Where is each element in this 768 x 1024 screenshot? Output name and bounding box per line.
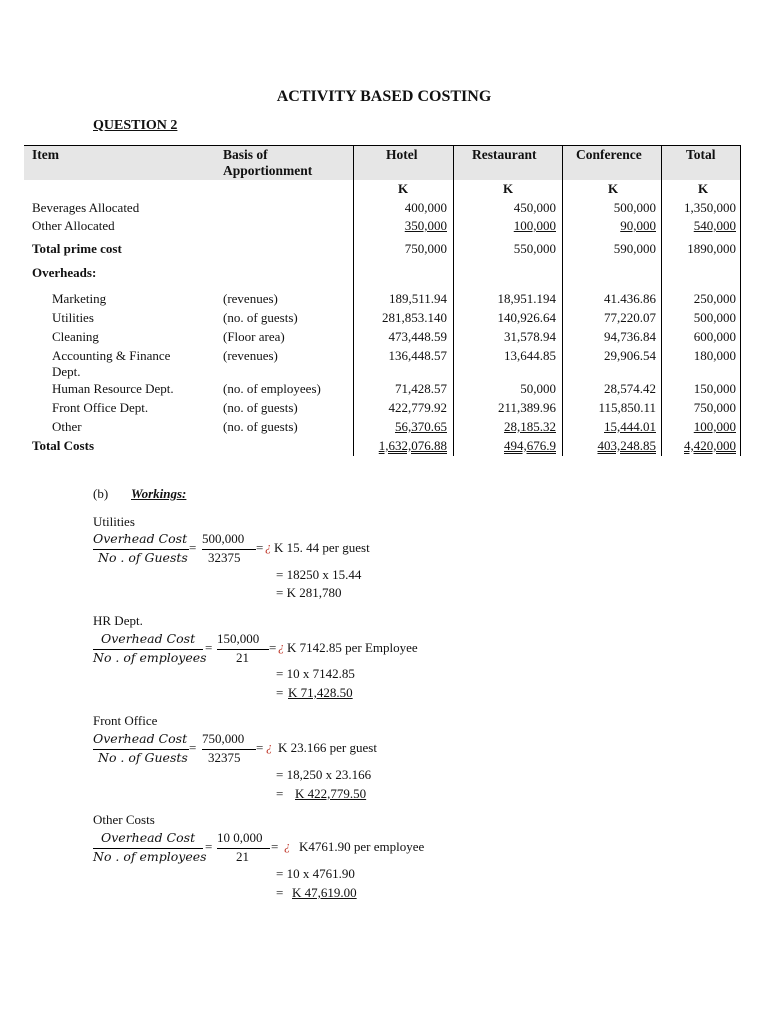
row-label: Other Allocated: [32, 218, 115, 233]
equals-sign: =: [189, 540, 197, 555]
working-result: K 7142.85 per Employee: [287, 640, 418, 655]
cell-total: 4,420,000: [684, 438, 736, 453]
row-label: Cleaning: [52, 329, 99, 344]
equals-sign: =: [256, 740, 264, 755]
cell-restaurant: 31,578.94: [504, 329, 556, 344]
fraction-numerator-label: Overhead Cost: [93, 731, 188, 746]
cell-restaurant: 140,926.64: [497, 310, 556, 325]
row-basis: (no. of guests): [223, 419, 298, 434]
currency-total: K: [698, 181, 709, 196]
error-glyph: ¿: [278, 639, 285, 654]
row-label: Front Office Dept.: [52, 400, 149, 415]
cell-total: 540,000: [693, 218, 736, 233]
cell-conference: 15,444.01: [604, 419, 656, 434]
cell-hotel: 473,448.59: [388, 329, 447, 344]
cell-restaurant: 18,951.194: [497, 291, 556, 306]
fraction-denominator-label: No . of employees: [93, 650, 207, 665]
cell-restaurant: 550,000: [513, 241, 556, 256]
cell-hotel: 136,448.57: [388, 348, 447, 363]
working-result: K4761.90 per employee: [299, 839, 425, 854]
working-title: Other Costs: [93, 812, 155, 827]
cell-conference: 403,248.85: [597, 438, 656, 453]
column-divider: [661, 145, 662, 456]
cell-hotel: 750,000: [404, 241, 447, 256]
fraction-numerator-value: 150,000: [217, 631, 260, 646]
cell-conference: 41.436.86: [604, 291, 656, 306]
working-answer: K 71,428.50: [288, 685, 353, 700]
cell-conference: 590,000: [613, 241, 656, 256]
cell-conference: 28,574.42: [604, 381, 656, 396]
cell-hotel: 422,779.92: [388, 400, 447, 415]
page-title: ACTIVITY BASED COSTING: [276, 88, 492, 105]
fraction-numerator-label: Overhead Cost: [101, 631, 196, 646]
row-label: Accounting & Finance: [52, 348, 171, 363]
working-step: = 18,250 x 23.166: [276, 767, 372, 782]
row-basis: (revenues): [223, 291, 278, 306]
cell-total: 150,000: [693, 381, 736, 396]
row-basis: (no. of guests): [223, 400, 298, 415]
fraction-denominator-label: No . of Guests: [98, 550, 188, 565]
cell-total: 500,000: [693, 310, 736, 325]
fraction-numerator-value: 750,000: [202, 731, 245, 746]
row-label-line2: Dept.: [52, 364, 81, 379]
cell-restaurant: 100,000: [513, 218, 556, 233]
row-basis: (Floor area): [223, 329, 285, 344]
working-step: = 18250 x 15.44: [276, 567, 362, 582]
fraction-numerator-label: Overhead Cost: [93, 531, 188, 546]
cell-restaurant: 28,185.32: [504, 419, 556, 434]
working-answer: K 422,779.50: [295, 786, 367, 801]
fraction-denominator-value: 32375: [208, 750, 241, 765]
cell-hotel: 189,511.94: [388, 291, 447, 306]
cell-restaurant: 50,000: [520, 381, 556, 396]
cell-hotel: 350,000: [404, 218, 447, 233]
row-label: Beverages Allocated: [32, 200, 140, 215]
fraction-denominator-value: 21: [236, 849, 249, 864]
cell-restaurant: 211,389.96: [497, 400, 556, 415]
cell-hotel: 71,428.57: [395, 381, 447, 396]
cell-restaurant: 450,000: [513, 200, 556, 215]
working-step: = 10 x 7142.85: [276, 666, 355, 681]
fraction-denominator-label: No . of employees: [93, 849, 207, 864]
equals-sign: =: [205, 640, 213, 655]
error-glyph: ¿: [265, 539, 272, 554]
row-label: Marketing: [52, 291, 107, 306]
fraction-denominator-value: 32375: [208, 550, 241, 565]
fraction-denominator-value: 21: [236, 650, 249, 665]
working-title: Utilities: [93, 514, 135, 529]
cell-hotel: 56,370.65: [395, 419, 447, 434]
equals-sign: =: [271, 839, 279, 854]
fraction-numerator-value: 10 0,000: [217, 830, 263, 845]
cell-total: 100,000: [693, 419, 736, 434]
cell-restaurant: 13,644.85: [504, 348, 556, 363]
row-label: Total Costs: [32, 438, 95, 453]
error-glyph: ¿: [266, 739, 273, 754]
column-divider: [740, 145, 741, 456]
row-label: Utilities: [52, 310, 94, 325]
equals-sign: =: [256, 540, 264, 555]
part-label: (b): [93, 486, 109, 501]
header-hotel: Hotel: [386, 147, 418, 162]
equals-sign: =: [269, 640, 277, 655]
column-divider: [353, 145, 354, 456]
header-conference: Conference: [576, 147, 642, 162]
cell-total: 1890,000: [687, 241, 736, 256]
row-label: Other: [52, 419, 82, 434]
working-answer-prefix: =: [276, 885, 284, 900]
equals-sign: =: [205, 839, 213, 854]
row-basis: (revenues): [223, 348, 278, 363]
workings-heading: Workings:: [131, 486, 187, 501]
header-restaurant: Restaurant: [472, 147, 537, 162]
cell-restaurant: 494,676.9: [504, 438, 556, 453]
working-step: = 10 x 4761.90: [276, 866, 355, 881]
working-title: Front Office: [93, 713, 158, 728]
working-result: K 15. 44 per guest: [274, 540, 370, 555]
working-result: K 23.166 per guest: [278, 740, 377, 755]
working-answer-prefix: =: [276, 786, 284, 801]
header-basis: Basis of: [223, 147, 268, 162]
cell-hotel: 281,853.140: [382, 310, 447, 325]
question-label: QUESTION 2: [93, 118, 178, 133]
fraction-numerator-label: Overhead Cost: [101, 830, 196, 845]
equals-sign: =: [189, 740, 197, 755]
header-basis-line2: Apportionment: [223, 163, 313, 178]
row-label: Human Resource Dept.: [52, 381, 174, 396]
header-total: Total: [686, 147, 716, 162]
cell-conference: 94,736.84: [604, 329, 656, 344]
header-item: Item: [32, 147, 59, 162]
cell-hotel: 400,000: [404, 200, 447, 215]
cell-total: 600,000: [693, 329, 736, 344]
currency-restaurant: K: [503, 181, 514, 196]
cell-total: 180,000: [693, 348, 736, 363]
column-divider: [453, 145, 454, 456]
error-glyph: ¿: [284, 838, 291, 853]
cell-total: 250,000: [693, 291, 736, 306]
row-label: Total prime cost: [32, 241, 122, 256]
cell-conference: 115,850.11: [598, 400, 656, 415]
currency-hotel: K: [398, 181, 409, 196]
fraction-denominator-label: No . of Guests: [98, 750, 188, 765]
cell-conference: 77,220.07: [604, 310, 656, 325]
currency-conference: K: [608, 181, 619, 196]
table-top-rule: [24, 145, 740, 146]
cell-conference: 500,000: [613, 200, 656, 215]
row-basis: (no. of guests): [223, 310, 298, 325]
row-basis: (no. of employees): [223, 381, 321, 396]
working-answer-prefix: =: [276, 685, 284, 700]
fraction-numerator-value: 500,000: [202, 531, 245, 546]
cell-hotel: 1,632,076.88: [378, 438, 447, 453]
working-answer: = K 281,780: [276, 585, 342, 600]
overheads-label: Overheads:: [32, 265, 97, 280]
working-title: HR Dept.: [93, 613, 143, 628]
cell-conference: 90,000: [620, 218, 656, 233]
working-answer: K 47,619.00: [292, 885, 357, 900]
cell-total: 1,350,000: [684, 200, 736, 215]
column-divider: [562, 145, 563, 456]
cell-conference: 29,906.54: [604, 348, 656, 363]
cell-total: 750,000: [693, 400, 736, 415]
